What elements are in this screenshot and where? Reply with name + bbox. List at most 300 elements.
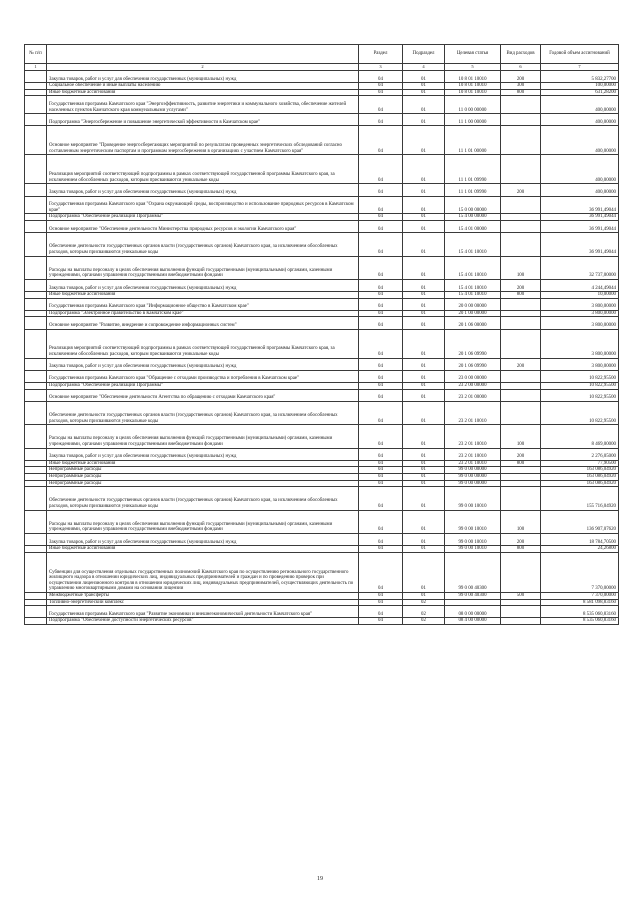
row-number-cell [25, 552, 47, 592]
row-vr-cell [501, 310, 541, 317]
row-name-cell: Социальное обеспечение и иные выплаты населению [47, 83, 359, 90]
row-name-cell: Подпрограмма "Обеспечение реализации Программы" [47, 383, 359, 390]
row-podrazdel-cell: 01 [403, 401, 445, 424]
row-sum-cell: 3 800,00000 [541, 329, 619, 358]
row-podrazdel-cell: 01 [403, 71, 445, 83]
row-number-cell [25, 214, 47, 221]
row-podrazdel-cell: 01 [403, 552, 445, 592]
row-podrazdel-cell: 01 [403, 358, 445, 370]
row-razdel-cell: 04 [359, 383, 403, 390]
table-row [25, 279, 619, 291]
row-vr-cell: 200 [501, 184, 541, 196]
budget-table-sheet [24, 44, 618, 625]
row-name-cell: Подпрограмма "Электронное правительство в Камчатском крае" [47, 310, 359, 317]
row-podrazdel-cell: 01 [403, 89, 445, 96]
table-row [25, 546, 619, 553]
table-row [25, 220, 619, 232]
row-razdel-cell: 04 [359, 546, 403, 553]
row-sum-cell: 36 991,49044 [541, 233, 619, 256]
row-name-cell: Закупка товаров, работ и услуг для обеспечения государственных (муниципальных) нужд [47, 448, 359, 460]
row-vr-cell: 800 [501, 89, 541, 96]
row-csr-cell: 10 8 01 10010 [445, 83, 501, 90]
row-sum-cell: 3 800,00000 [541, 298, 619, 310]
row-number-cell [25, 487, 47, 510]
row-razdel-cell: 04 [359, 599, 403, 606]
row-csr-cell: 11 1 00 00000 [445, 114, 501, 126]
row-vr-cell [501, 96, 541, 114]
row-sum-cell: 10 822,95500 [541, 401, 619, 424]
row-sum-cell: 24,26800 [541, 546, 619, 553]
row-podrazdel-cell: 01 [403, 220, 445, 232]
row-podrazdel-cell: 01 [403, 389, 445, 401]
table-row [25, 425, 619, 448]
row-sum-cell: 10 822,95500 [541, 389, 619, 401]
row-csr-cell: 15 0 00 00000 [445, 196, 501, 214]
row-number-cell [25, 329, 47, 358]
row-name-cell: Основное мероприятие "Проведение энергосберегающих мероприятий по результатам проведенных энергетических обследований согласно составленным энергетическим паспортам и программам энергосбережения в организациях с участием Камчатского края" [47, 126, 359, 155]
row-sum-cell: 400,00000 [541, 96, 619, 114]
row-number-cell [25, 83, 47, 90]
row-podrazdel-cell: 01 [403, 473, 445, 480]
row-number-cell [25, 233, 47, 256]
row-csr-cell: 15 4 00 00000 [445, 214, 501, 221]
row-podrazdel-cell: 01 [403, 184, 445, 196]
row-vr-cell [501, 298, 541, 310]
row-podrazdel-cell: 01 [403, 214, 445, 221]
row-csr-cell: 08 4 00 00000 [445, 618, 501, 625]
row-number-cell [25, 298, 47, 310]
row-vr-cell: 100 [501, 425, 541, 448]
row-vr-cell [501, 401, 541, 424]
row-number-cell [25, 618, 47, 625]
row-csr-cell: 15 4 01 10010 [445, 279, 501, 291]
row-name-cell: Подпрограмма "Обеспечение реализации Программы" [47, 214, 359, 221]
row-razdel-cell: 04 [359, 317, 403, 329]
row-name-cell: Расходы на выплаты персоналу в целях обеспечения выполнения функций государственными (муниципальными) органами, казенными учреждениями, органами управления государственными внебюджетными фондами [47, 510, 359, 533]
row-csr-cell: 23 2 01 10010 [445, 425, 501, 448]
row-number-cell [25, 71, 47, 83]
column-number: 7 [541, 64, 619, 71]
row-sum-cell: 8 469,00000 [541, 425, 619, 448]
row-csr-cell: 23 0 00 00000 [445, 370, 501, 382]
column-number-row [25, 64, 619, 71]
table-body [25, 71, 619, 625]
row-number-cell [25, 184, 47, 196]
table-row [25, 618, 619, 625]
row-sum-cell: 36 991,49044 [541, 214, 619, 221]
table-row [25, 358, 619, 370]
header-row [25, 45, 619, 64]
row-csr-cell: 99 0 00 00000 [445, 473, 501, 480]
row-name-cell: Расходы на выплаты персоналу в целях обеспечения выполнения функций государственными (муниципальными) органами, казенными учреждениями, органами управления государственными внебюджетными фондами [47, 425, 359, 448]
table-row [25, 310, 619, 317]
row-sum-cell: 3 800,00000 [541, 358, 619, 370]
row-number-cell [25, 256, 47, 279]
row-csr-cell: 15 4 01 10010 [445, 256, 501, 279]
column-number: 2 [47, 64, 359, 71]
row-csr-cell: 99 0 00 10010 [445, 533, 501, 545]
row-vr-cell [501, 329, 541, 358]
row-number-cell [25, 592, 47, 599]
row-number-cell [25, 510, 47, 533]
table-row [25, 510, 619, 533]
row-razdel-cell: 04 [359, 279, 403, 291]
row-vr-cell: 300 [501, 83, 541, 90]
row-sum-cell: 400,00000 [541, 184, 619, 196]
row-number-cell [25, 425, 47, 448]
header-name [47, 45, 359, 64]
row-sum-cell: 8 535 060,83160 [541, 618, 619, 625]
row-vr-cell [501, 155, 541, 184]
table-row [25, 155, 619, 184]
table-row [25, 126, 619, 155]
row-number-cell [25, 292, 47, 299]
row-sum-cell: 400,00000 [541, 126, 619, 155]
row-sum-cell: 10,00000 [541, 292, 619, 299]
row-podrazdel-cell: 01 [403, 317, 445, 329]
row-vr-cell: 800 [501, 292, 541, 299]
row-csr-cell: 11 1 01 00000 [445, 126, 501, 155]
row-razdel-cell: 04 [359, 370, 403, 382]
row-number-cell [25, 389, 47, 401]
row-sum-cell: 5 832,27700 [541, 71, 619, 83]
row-vr-cell [501, 606, 541, 618]
column-number: 5 [445, 64, 501, 71]
row-csr-cell: 23 2 01 10010 [445, 460, 501, 467]
row-razdel-cell: 04 [359, 389, 403, 401]
row-csr-cell: 99 0 00 40300 [445, 552, 501, 592]
table-row [25, 292, 619, 299]
row-razdel-cell: 04 [359, 552, 403, 592]
row-number-cell [25, 467, 47, 474]
row-podrazdel-cell: 01 [403, 370, 445, 382]
row-sum-cell: 136 907,07620 [541, 510, 619, 533]
row-vr-cell [501, 467, 541, 474]
table-row [25, 460, 619, 467]
row-name-cell: Топливно-энергетический комплекс [47, 599, 359, 606]
table-row [25, 467, 619, 474]
row-name-cell: Иные бюджетные ассигнования [47, 460, 359, 467]
row-number-cell [25, 126, 47, 155]
row-csr-cell: 15 4 01 10010 [445, 292, 501, 299]
row-podrazdel-cell: 01 [403, 279, 445, 291]
row-vr-cell [501, 599, 541, 606]
row-name-cell: Реализация мероприятий соответствующей подпрограммы в рамках соответствующей государственной программы Камчатского края, за исключением обособленных расходов, которым присваиваются уникальные коды [47, 155, 359, 184]
row-razdel-cell: 04 [359, 425, 403, 448]
row-number-cell [25, 448, 47, 460]
table-row [25, 184, 619, 196]
row-name-cell: Субвенции для осуществления отдельных государственных полномочий Камчатского края по осуществлению регионального государственного жилищного надзора в отношении юридических лиц, индивидуальных предпринимателей и граждан и по проведению проверок при осуществлении лицензионного контроля в отношении юридических лиц, индивидуальных предпринимателей, осуществляющих деятельность по управлению многоквартирными домами на основании лицензии [47, 552, 359, 592]
row-razdel-cell: 04 [359, 606, 403, 618]
row-name-cell: Обеспечение деятельности государственных органов власти (государственных органов) Камчатского края, за исключением обособленных расходов, которым присваиваются уникальные коды [47, 233, 359, 256]
row-razdel-cell: 04 [359, 89, 403, 96]
row-number-cell [25, 196, 47, 214]
row-sum-cell: 8 581 098,83160 [541, 599, 619, 606]
row-podrazdel-cell: 01 [403, 310, 445, 317]
row-name-cell: Закупка товаров, работ и услуг для обеспечения государственных (муниципальных) нужд [47, 184, 359, 196]
row-podrazdel-cell: 01 [403, 487, 445, 510]
row-razdel-cell: 04 [359, 448, 403, 460]
row-number-cell [25, 599, 47, 606]
row-sum-cell: 3 800,00000 [541, 310, 619, 317]
row-name-cell: Основное мероприятие "Обеспечение деятельности Министерства природных ресурсов и экологии Камчатского края" [47, 220, 359, 232]
row-vr-cell [501, 389, 541, 401]
row-podrazdel-cell: 01 [403, 233, 445, 256]
table-row [25, 329, 619, 358]
row-csr-cell: 99 0 00 10010 [445, 487, 501, 510]
row-name-cell: Обеспечение деятельности государственных органов власти (государственных органов) Камчатского края, за исключением обособленных расходов, которым присваиваются уникальные коды [47, 401, 359, 424]
page-number: 19 [317, 876, 323, 882]
row-sum-cell: 7 370,00000 [541, 592, 619, 599]
row-vr-cell: 200 [501, 279, 541, 291]
row-csr-cell: 11 0 00 00000 [445, 96, 501, 114]
row-csr-cell: 23 2 00 00000 [445, 383, 501, 390]
row-csr-cell: 11 1 01 09990 [445, 155, 501, 184]
table-row [25, 96, 619, 114]
column-number: 6 [501, 64, 541, 71]
table-row [25, 83, 619, 90]
row-name-cell: Основное мероприятие "Обеспечение деятельности Агентства по обращению с отходами Камчатского края" [47, 389, 359, 401]
table-row [25, 448, 619, 460]
table-row [25, 71, 619, 83]
row-vr-cell [501, 370, 541, 382]
row-sum-cell: 631,28200 [541, 89, 619, 96]
row-sum-cell: 32 737,00000 [541, 256, 619, 279]
row-vr-cell [501, 487, 541, 510]
row-razdel-cell: 04 [359, 533, 403, 545]
row-podrazdel-cell: 01 [403, 592, 445, 599]
table-row [25, 214, 619, 221]
row-razdel-cell: 04 [359, 196, 403, 214]
row-name-cell: Иные бюджетные ассигнования [47, 89, 359, 96]
header-podrazdel: Подраздел [403, 45, 445, 64]
row-podrazdel-cell: 01 [403, 546, 445, 553]
row-podrazdel-cell: 01 [403, 114, 445, 126]
row-name-cell: Реализация мероприятий соответствующей подпрограммы в рамках соответствующей государственной программы Камчатского края, за исключением обособленных расходов, которым присваиваются уникальные коды [47, 329, 359, 358]
row-vr-cell [501, 126, 541, 155]
row-podrazdel-cell: 01 [403, 298, 445, 310]
row-csr-cell: 99 0 00 10010 [445, 546, 501, 553]
row-podrazdel-cell: 02 [403, 599, 445, 606]
row-name-cell: Непрограммные расходы [47, 473, 359, 480]
row-name-cell: Непрограммные расходы [47, 480, 359, 487]
row-vr-cell [501, 220, 541, 232]
row-sum-cell: 36 991,49044 [541, 220, 619, 232]
column-number: 3 [359, 64, 403, 71]
row-number-cell [25, 155, 47, 184]
row-csr-cell [445, 599, 501, 606]
row-number-cell [25, 114, 47, 126]
row-vr-cell: 500 [501, 592, 541, 599]
row-sum-cell: 400,00000 [541, 114, 619, 126]
row-vr-cell [501, 383, 541, 390]
header-csr: Целевая статья [445, 45, 501, 64]
table-row [25, 89, 619, 96]
row-podrazdel-cell: 01 [403, 329, 445, 358]
row-name-cell: Государственная программа Камчатского края "Развитие экономики и внешнеэкономической деятельности Камчатского края" [47, 606, 359, 618]
table-row [25, 599, 619, 606]
budget-table [24, 44, 619, 625]
row-number-cell [25, 383, 47, 390]
row-razdel-cell: 04 [359, 292, 403, 299]
row-csr-cell: 20 1 00 00000 [445, 310, 501, 317]
row-number-cell [25, 279, 47, 291]
row-vr-cell [501, 317, 541, 329]
row-vr-cell [501, 196, 541, 214]
table-row [25, 383, 619, 390]
row-sum-cell: 163 086,04920 [541, 473, 619, 480]
row-sum-cell: 2 276,05000 [541, 448, 619, 460]
row-number-cell [25, 401, 47, 424]
table-row [25, 298, 619, 310]
row-podrazdel-cell: 02 [403, 606, 445, 618]
row-podrazdel-cell: 02 [403, 618, 445, 625]
row-number-cell [25, 473, 47, 480]
table-row [25, 114, 619, 126]
row-sum-cell: 163 086,04920 [541, 467, 619, 474]
row-podrazdel-cell: 01 [403, 448, 445, 460]
table-row [25, 592, 619, 599]
header-sum: Годовой объем ассигнований [541, 45, 619, 64]
row-sum-cell: 155 716,04920 [541, 487, 619, 510]
row-name-cell: Закупка товаров, работ и услуг для обеспечения государственных (муниципальных) нужд [47, 279, 359, 291]
row-sum-cell: 36 991,49044 [541, 196, 619, 214]
row-razdel-cell: 04 [359, 184, 403, 196]
header-num: № п/п [25, 45, 47, 64]
table-row [25, 606, 619, 618]
row-csr-cell: 10 8 01 10010 [445, 89, 501, 96]
row-sum-cell: 4 244,49044 [541, 279, 619, 291]
row-razdel-cell: 04 [359, 114, 403, 126]
row-number-cell [25, 89, 47, 96]
row-name-cell: Подпрограмма "Обеспечение доступности энергетических ресурсов" [47, 618, 359, 625]
row-number-cell [25, 546, 47, 553]
row-vr-cell [501, 114, 541, 126]
row-razdel-cell: 04 [359, 214, 403, 221]
row-sum-cell: 8 535 060,83160 [541, 606, 619, 618]
row-csr-cell: 23 2 01 10010 [445, 401, 501, 424]
row-razdel-cell: 04 [359, 71, 403, 83]
row-name-cell: Государственная программа Камчатского края "Обращение с отходами производства и потребления в Камчатском крае" [47, 370, 359, 382]
row-csr-cell: 15 4 01 10010 [445, 233, 501, 256]
row-number-cell [25, 533, 47, 545]
row-sum-cell: 10 822,95500 [541, 383, 619, 390]
row-vr-cell: 200 [501, 448, 541, 460]
row-csr-cell: 23 2 01 00000 [445, 389, 501, 401]
row-podrazdel-cell: 01 [403, 196, 445, 214]
row-vr-cell [501, 480, 541, 487]
row-podrazdel-cell: 01 [403, 292, 445, 299]
row-podrazdel-cell: 01 [403, 83, 445, 90]
row-razdel-cell: 04 [359, 256, 403, 279]
row-razdel-cell: 04 [359, 310, 403, 317]
row-sum-cell: 10 822,95500 [541, 370, 619, 382]
row-razdel-cell: 04 [359, 126, 403, 155]
row-razdel-cell: 04 [359, 592, 403, 599]
row-name-cell: Государственная программа Камчатского края "Информационное общество в Камчатском крае" [47, 298, 359, 310]
row-razdel-cell: 04 [359, 473, 403, 480]
table-row [25, 487, 619, 510]
table-row [25, 473, 619, 480]
row-sum-cell: 77,90500 [541, 460, 619, 467]
row-sum-cell: 100,00000 [541, 83, 619, 90]
table-row [25, 401, 619, 424]
column-number: 1 [25, 64, 47, 71]
row-number-cell [25, 358, 47, 370]
row-razdel-cell: 04 [359, 401, 403, 424]
row-csr-cell: 10 8 01 10010 [445, 71, 501, 83]
row-vr-cell: 100 [501, 256, 541, 279]
row-csr-cell: 08 0 00 00000 [445, 606, 501, 618]
row-vr-cell: 200 [501, 71, 541, 83]
row-name-cell: Основное мероприятие "Развитие, внедрение и сопровождение информационных систем" [47, 317, 359, 329]
row-csr-cell: 99 0 00 00000 [445, 467, 501, 474]
row-name-cell: Закупка товаров, работ и услуг для обеспечения государственных (муниципальных) нужд [47, 358, 359, 370]
row-razdel-cell: 04 [359, 329, 403, 358]
row-razdel-cell: 04 [359, 460, 403, 467]
row-name-cell: Закупка товаров, работ и услуг для обеспечения государственных (муниципальных) нужд [47, 533, 359, 545]
row-podrazdel-cell: 01 [403, 425, 445, 448]
row-podrazdel-cell: 01 [403, 510, 445, 533]
row-csr-cell: 20 1 06 09990 [445, 329, 501, 358]
row-vr-cell: 200 [501, 358, 541, 370]
row-podrazdel-cell: 01 [403, 256, 445, 279]
row-csr-cell: 23 2 01 10010 [445, 448, 501, 460]
row-podrazdel-cell: 01 [403, 533, 445, 545]
row-vr-cell: 800 [501, 546, 541, 553]
row-podrazdel-cell: 01 [403, 383, 445, 390]
row-vr-cell [501, 618, 541, 625]
table-row [25, 317, 619, 329]
row-number-cell [25, 370, 47, 382]
row-number-cell [25, 310, 47, 317]
table-row [25, 370, 619, 382]
row-name-cell: Закупка товаров, работ и услуг для обеспечения государственных (муниципальных) нужд [47, 71, 359, 83]
row-name-cell: Обеспечение деятельности государственных органов власти (государственных органов) Камчатского края, за исключением обособленных расходов, которым присваиваются уникальные коды [47, 487, 359, 510]
row-vr-cell [501, 214, 541, 221]
row-name-cell: Непрограммные расходы [47, 467, 359, 474]
table-row [25, 552, 619, 592]
row-podrazdel-cell: 01 [403, 460, 445, 467]
row-razdel-cell: 04 [359, 487, 403, 510]
table-row [25, 389, 619, 401]
row-number-cell [25, 480, 47, 487]
row-vr-cell [501, 473, 541, 480]
row-podrazdel-cell: 01 [403, 467, 445, 474]
row-razdel-cell: 04 [359, 358, 403, 370]
row-razdel-cell: 04 [359, 220, 403, 232]
row-podrazdel-cell: 01 [403, 155, 445, 184]
table-row [25, 233, 619, 256]
header-razdel: Раздел [359, 45, 403, 64]
row-razdel-cell: 04 [359, 155, 403, 184]
row-csr-cell: 20 1 06 00000 [445, 317, 501, 329]
row-csr-cell: 99 0 00 40300 [445, 592, 501, 599]
row-name-cell: Межбюджетные трансферты [47, 592, 359, 599]
row-number-cell [25, 96, 47, 114]
row-vr-cell [501, 552, 541, 592]
table-row [25, 480, 619, 487]
row-sum-cell: 400,00000 [541, 155, 619, 184]
table-row [25, 196, 619, 214]
row-number-cell [25, 606, 47, 618]
row-csr-cell: 99 0 00 10010 [445, 510, 501, 533]
row-podrazdel-cell: 01 [403, 480, 445, 487]
row-razdel-cell: 04 [359, 510, 403, 533]
row-name-cell: Расходы на выплаты персоналу в целях обеспечения выполнения функций государственными (муниципальными) органами, казенными учреждениями, органами управления государственными внебюджетными фондами [47, 256, 359, 279]
row-csr-cell: 20 1 06 09990 [445, 358, 501, 370]
row-csr-cell: 99 0 00 00000 [445, 480, 501, 487]
